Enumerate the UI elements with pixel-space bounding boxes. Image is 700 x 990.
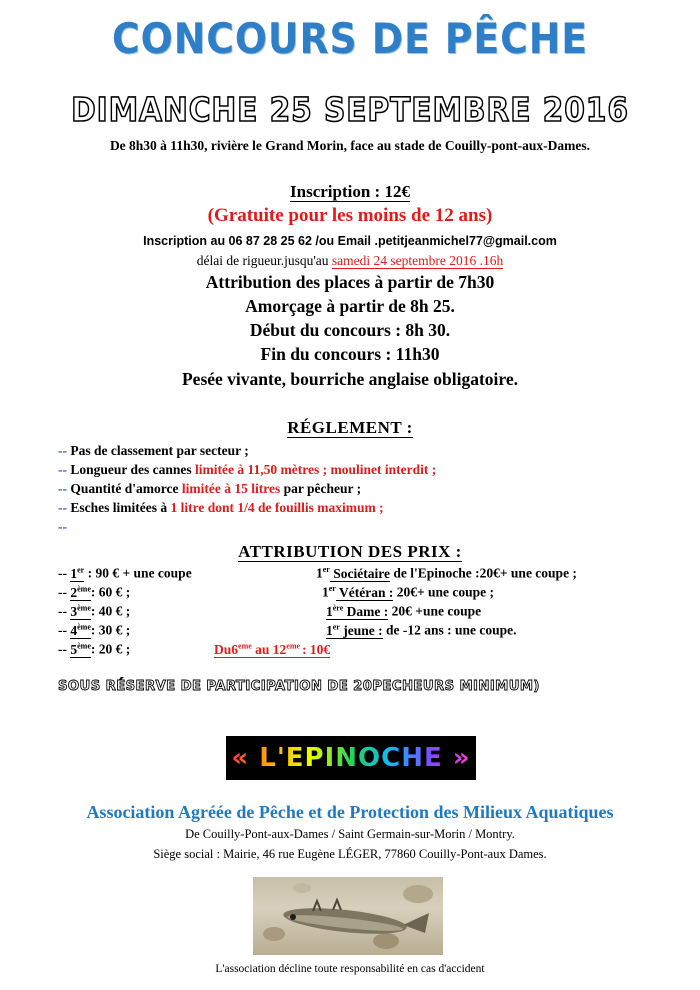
rule-item: -- [58, 519, 67, 534]
info-line-amorcage: Amorçage à partir de 8h 25. [245, 296, 455, 316]
prize-rank-2: -- 2ème: 60 € ; [58, 584, 131, 600]
epinoche-logo: « L'EPINOCHE » [226, 736, 476, 780]
contact-line: Inscription au 06 87 28 25 62 /ou Email .petitjeanmichel77@gmail.com [143, 234, 557, 248]
association-towns: De Couilly-Pont-aux-Dames / Saint Germain-sur-Morin / Montry. [185, 827, 515, 841]
participation-reserve: SOUS RÉSERVE DE PARTICIPATION DE 20PECHEURS MINIMUM) [58, 678, 540, 694]
info-line-debut: Début du concours : 8h 30. [249, 320, 451, 340]
free-under-12: (Gratuite pour les moins de 12 ans) [207, 205, 493, 226]
association-name: Association Agréée de Pêche et de Protection des Milieux Aquatiques [86, 802, 614, 822]
rule-item: -- Esches limitées à 1 litre dont 1/4 de fouillis maximum ; [58, 500, 384, 515]
prize-dame: 1ère Dame : 20€ +une coupe [326, 603, 482, 619]
deadline-line [0, 253, 700, 269]
association-seat: Siège social : Mairie, 46 rue Eugène LÉGER, 77860 Couilly-Pont-aux Dames. [153, 847, 547, 861]
prize-rank-3: -- 3ème: 40 € ; [58, 603, 131, 619]
prix-title: ATTRIBUTION DES PRIX : [238, 542, 462, 561]
schedule-line: De 8h30 à 11h30, rivière le Grand Morin, face au stade de Couilly-pont-aux-Dames. [109, 138, 591, 153]
info-line-fin: Fin du concours : 11h30 [260, 344, 440, 364]
info-line-pesee: Pesée vivante, bourriche anglaise obligatoire. [181, 369, 519, 389]
prize-rank-4: -- 4ème: 30 € ; [58, 622, 131, 638]
deadline-prefix: délai de rigueur.jusqu'au [196, 253, 329, 268]
poster-title: CONCOURS DE PÊCHE [112, 14, 588, 63]
prize-6-to-12: Du6eme au 12eme : 10€ [214, 641, 331, 657]
prize-rank-1: -- 1er : 90 € + une coupe [58, 565, 192, 581]
info-line-places: Attribution des places à partir de 7h30 [205, 272, 495, 292]
prize-veteran: 1er Vétéran : 20€+ une coupe ; [322, 584, 495, 600]
prize-societaire: 1er Sociétaire de l'Epinoche :20€+ une coupe ; [316, 565, 577, 581]
reglement-title: RÉGLEMENT : [287, 418, 413, 437]
prize-rank-5: -- 5ème: 20 € ; [58, 641, 131, 657]
rule-item: -- Longueur des cannes limitée à 11,50 mètres ; moulinet interdit ; [58, 462, 437, 477]
prize-jeune: 1er jeune : de -12 ans : une coupe. [326, 622, 517, 638]
disclaimer: L'association décline toute responsabilité en cas d'accident [215, 963, 485, 975]
event-date: DIMANCHE 25 SEPTEMBRE 2016 [71, 90, 629, 129]
rule-item: -- Quantité d'amorce limitée à 15 litres par pêcheur ; [58, 481, 362, 496]
rule-item: -- Pas de classement par secteur ; [58, 443, 249, 458]
inscription-price: Inscription : 12€ [290, 182, 410, 201]
deadline-date: samedi 24 septembre 2016 .16h [331, 253, 504, 268]
stickleback-photo [253, 877, 443, 955]
